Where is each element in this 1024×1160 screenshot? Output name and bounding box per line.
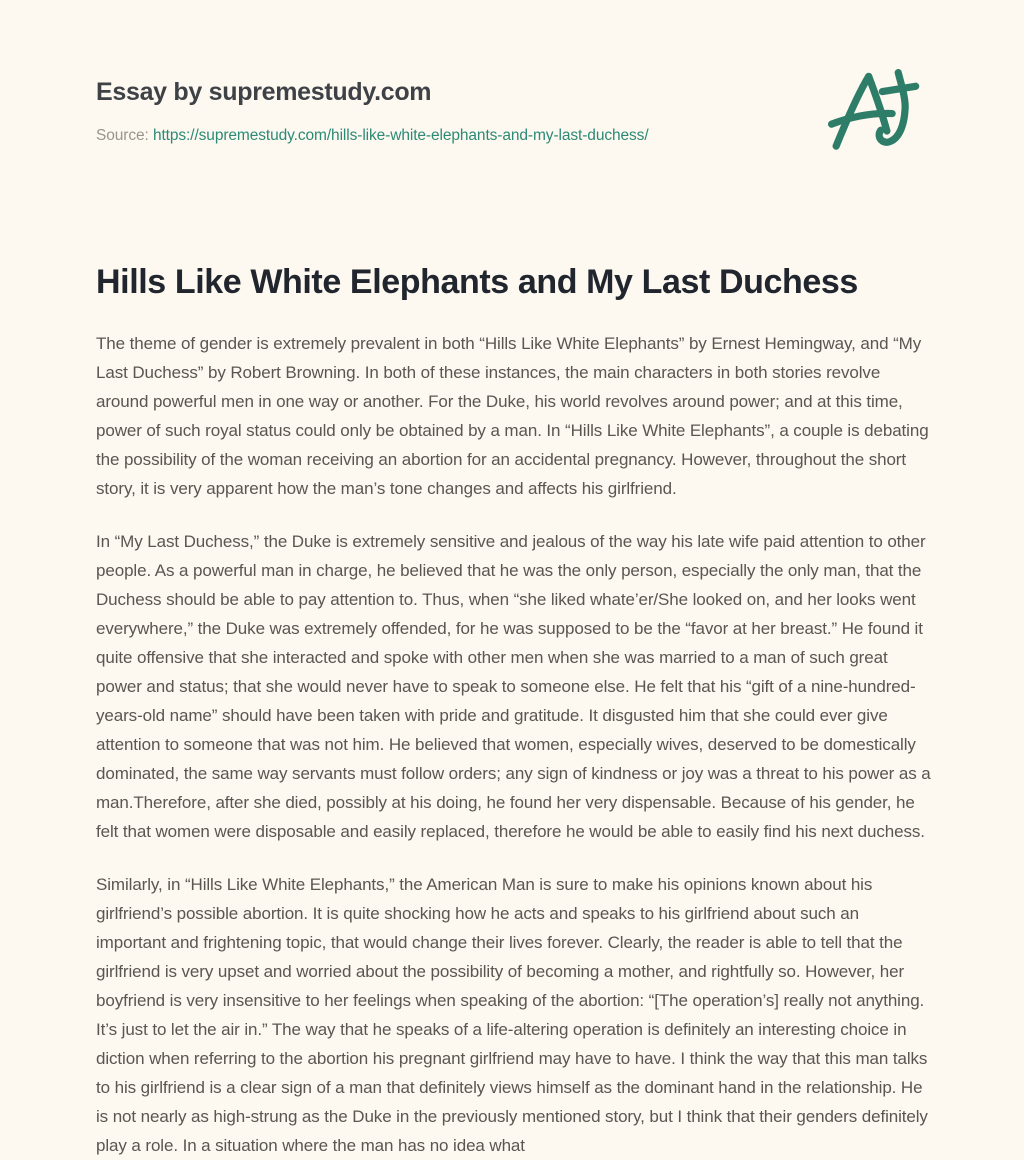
a-plus-logo-icon bbox=[824, 62, 924, 161]
source-url-link[interactable]: https://supremestudy.com/hills-like-white-elephants-and-my-last-duchess/ bbox=[152, 127, 649, 144]
source-line bbox=[96, 127, 649, 145]
page-header bbox=[96, 70, 928, 161]
essay-paragraph-3: Similarly, in “Hills Like White Elephants,” the American Man is sure to make his opinions known about his girlfriend’s possible abortion. It is quite shocking how he acts and speaks to his girlfriend about such an important and frightening topic, that would change their lives forever. Clearly, the reader is able to tell that the girlfriend is very upset and worried about the possibility of becoming a mother, and rightfully so. However, her boyfriend is very insensitive to her feelings when speaking of the abortion: “[The operation’s] really not anything. It’s just to let the air in.” The way that he speaks of a life-altering operation is definitely an interesting choice in diction when referring to the abortion his pregnant girlfriend may have to have. I think the way that this man talks to his girlfriend is a clear sign of a man that definitely views himself as the dominant hand in the relationship. He is not nearly as high-strung as the Duke in the previously mentioned story, but I think that their genders definitely play a role. In a situation where the man has no idea what bbox=[96, 875, 928, 1155]
site-title: Essay by supremestudy.com bbox=[96, 78, 432, 106]
essay-paragraph-2: In “My Last Duchess,” the Duke is extremely sensitive and jealous of the way his late wife paid attention to other people. As a powerful man in charge, he believed that he was the only person, especially the only man, that the Duchess should be able to pay attention to. Thus, when “she liked whate’er/She looked on, and her looks went everywhere,” the Duke was extremely offended, for he was supposed to be the “favor at her breast.” He found it quite offensive that she interacted and spoke with other men when she was married to a man of such great power and status; that she would never have to speak to someone else. He felt that his “gift of a nine-hundred-years-old name” should have been taken with pride and gratitude. It disgusted him that she could ever give attention to someone that was not him. He believed that women, especially wives, deserved to be domestically dominated, the same way servants must follow orders; any sign of kindness or joy was a threat to his power as a man.Therefore, after she died, possibly at his doing, he found her very dispensable. Because of his gender, he felt that women were disposable and easily replaced, therefore he would be able to easily find his next duchess. bbox=[96, 532, 931, 841]
source-label: Source: bbox=[96, 127, 149, 144]
essay-body bbox=[96, 329, 931, 1160]
header-text-block bbox=[96, 70, 649, 145]
essay-title: Hills Like White Elephants and My Last Duchess bbox=[96, 263, 858, 301]
essay-paragraph-1: The theme of gender is extremely prevalent in both “Hills Like White Elephants” by Ernest Hemingway, and “My Last Duchess” by Robert Browning. In both of these instances, the main characters in both stories revolve around powerful men in one way or another. For the Duke, his world revolves around power; and at this time, power of such royal status could only be obtained by a man. In “Hills Like White Elephants”, a couple is debating the possibility of the woman receiving an abortion for an accidental pregnancy. However, throughout the short story, it is very apparent how the man’s tone changes and affects his girlfriend. bbox=[96, 334, 929, 498]
